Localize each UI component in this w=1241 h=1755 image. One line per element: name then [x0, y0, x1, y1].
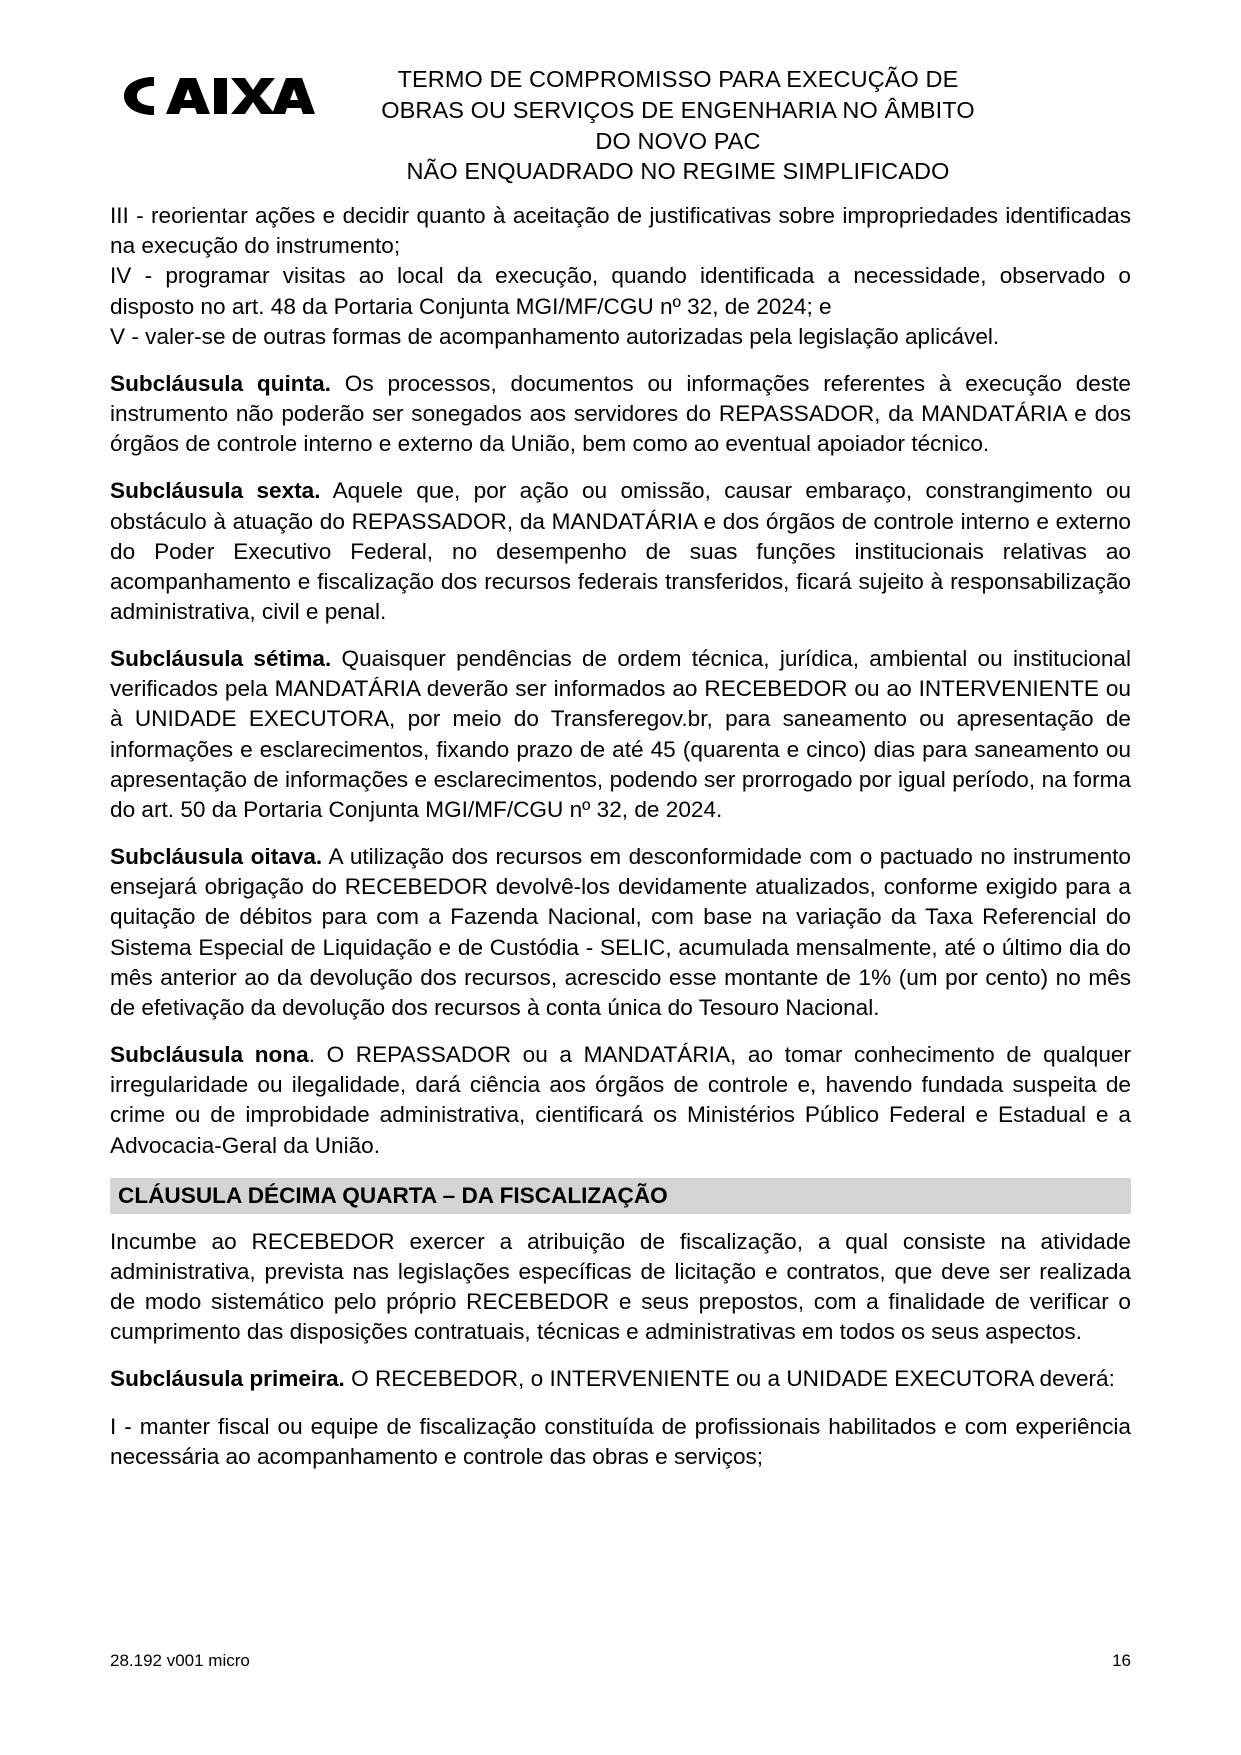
paragraph-clausula-14-intro: Incumbe ao RECEBEDOR exercer a atribuição de fiscalização, a qual consiste na atividade administrativa, prevista nas legislações específicas de licitação e contratos, que deve ser realizada de modo sistemático pelo próprio RECEBEDOR e seus prepostos, com a finalidade de verificar o cumprimento das disposições contratuais, técnicas e administrativas em todos os seus aspectos.	[110, 1228, 1131, 1345]
page-header	[110, 62, 1131, 187]
label-subclausula-setima: Subcláusula sétima.	[110, 646, 332, 672]
title-line-4: NÃO ENQUADRADO NO REGIME SIMPLIFICADO	[406, 158, 950, 185]
paragraph-item-iii: III - reorientar ações e decidir quanto à aceitação de justificativas sobre impropriedades identificadas na execução do instrumento;	[110, 203, 1131, 259]
text-subclausula-primeira: O RECEBEDOR, o INTERVENIENTE ou a UNIDADE EXECUTORA deverá:	[344, 1366, 1115, 1392]
text-subclausula-quinta: Os processos, documentos ou informações referentes à execução deste instrumento não poderão ser sonegados aos servidores do REPASSADOR, da MANDATÁRIA e dos órgãos de controle interno e externo da União, bem como ao eventual apoiador técnico.	[110, 370, 1131, 457]
paragraph-subclausula-sexta	[110, 476, 1131, 627]
paragraph-item-i: I - manter fiscal ou equipe de fiscalização constituída de profissionais habilitados e com experiência necessária ao acompanhamento e controle das obras e serviços;	[110, 1413, 1131, 1469]
label-subclausula-quinta: Subcláusula quinta.	[110, 370, 331, 396]
document-title	[315, 62, 1131, 187]
paragraph-subclausula-quinta	[110, 369, 1131, 459]
text-subclausula-nona: . O REPASSADOR ou a MANDATÁRIA, ao tomar conhecimento de qualquer irregularidade ou ilegalidade, dará ciência aos órgãos de controle e, havendo fundada suspeita de crime ou de improbidade administrativa, cientificará os Ministérios Público Federal e Estadual e a Advocacia-Geral da União.	[110, 1042, 1132, 1158]
paragraph-subclausula-setima	[110, 644, 1131, 825]
title-line-2: OBRAS OU SERVIÇOS DE ENGENHARIA NO ÂMBITO	[381, 96, 975, 123]
caixa-logo	[110, 62, 315, 124]
label-subclausula-oitava: Subcláusula oitava.	[110, 844, 323, 870]
document-body	[110, 201, 1131, 1472]
paragraph-item-v: V - valer-se de outras formas de acompanhamento autorizadas pela legislação aplicável.	[110, 323, 1000, 349]
text-subclausula-sexta: Aquele que, por ação ou omissão, causar embaraço, constrangimento ou obstáculo à atuação do REPASSADOR, da MANDATÁRIA e dos órgãos de controle interno e externo do Poder Executivo Federal, no desempenho de suas funções institucionais relativas ao acompanhamento e fiscalização dos recursos federais transferidos, ficará sujeito à responsabilização administrativa, civil e penal.	[110, 478, 1131, 624]
paragraph-item-iv: IV - programar visitas ao local da execução, quando identificada a necessidade, observado o disposto no art. 48 da Portaria Conjunta MGI/MF/CGU nº 32, de 2024; e	[110, 263, 1131, 319]
section-heading-clausula-decima-quarta: CLÁUSULA DÉCIMA QUARTA – DA FISCALIZAÇÃO	[110, 1178, 1131, 1214]
page-footer	[110, 1651, 1131, 1671]
label-subclausula-primeira: Subcláusula primeira.	[110, 1366, 345, 1392]
label-subclausula-nona: Subcláusula nona	[110, 1042, 309, 1068]
text-subclausula-oitava: A utilização dos recursos em desconformidade com o pactuado no instrumento ensejará obrigação do RECEBEDOR devolvê-los devidamente atualizados, conforme exigido para a quitação de débitos para com a Fazenda Nacional, com base na variação da Taxa Referencial do Sistema Especial de Liquidação e de Custódia - SELIC, acumulada mensalmente, até o último dia do mês anterior ao da devolução dos recursos, acrescido esse montante de 1% (um por cento) no mês de efetivação da devolução dos recursos à conta única do Tesouro Nacional.	[110, 844, 1131, 1020]
footer-page-number: 16	[1112, 1651, 1131, 1670]
label-subclausula-sexta: Subcláusula sexta.	[110, 478, 321, 504]
paragraph-subclausula-oitava	[110, 842, 1131, 1023]
text-subclausula-setima: Quaisquer pendências de ordem técnica, jurídica, ambiental ou institucional verificados pela MANDATÁRIA deverão ser informados ao RECEBEDOR ou ao INTERVENIENTE ou à UNIDADE EXECUTORA, por meio do Transferegov.br, para saneamento ou apresentação de informações e esclarecimentos, fixando prazo de até 45 (quarenta e cinco) dias para saneamento ou apresentação de informações e esclarecimentos, podendo ser prorrogado por igual período, na forma do art. 50 da Portaria Conjunta MGI/MF/CGU nº 32, de 2024.	[110, 646, 1131, 822]
paragraph-subclausula-primeira	[110, 1364, 1131, 1394]
title-line-1: TERMO DE COMPROMISSO PARA EXECUÇÃO DE	[397, 66, 959, 92]
paragraph-subclausula-nona	[110, 1040, 1131, 1161]
title-line-3: DO NOVO PAC	[595, 127, 761, 154]
footer-doc-code: 28.192 v001 micro	[110, 1651, 250, 1670]
